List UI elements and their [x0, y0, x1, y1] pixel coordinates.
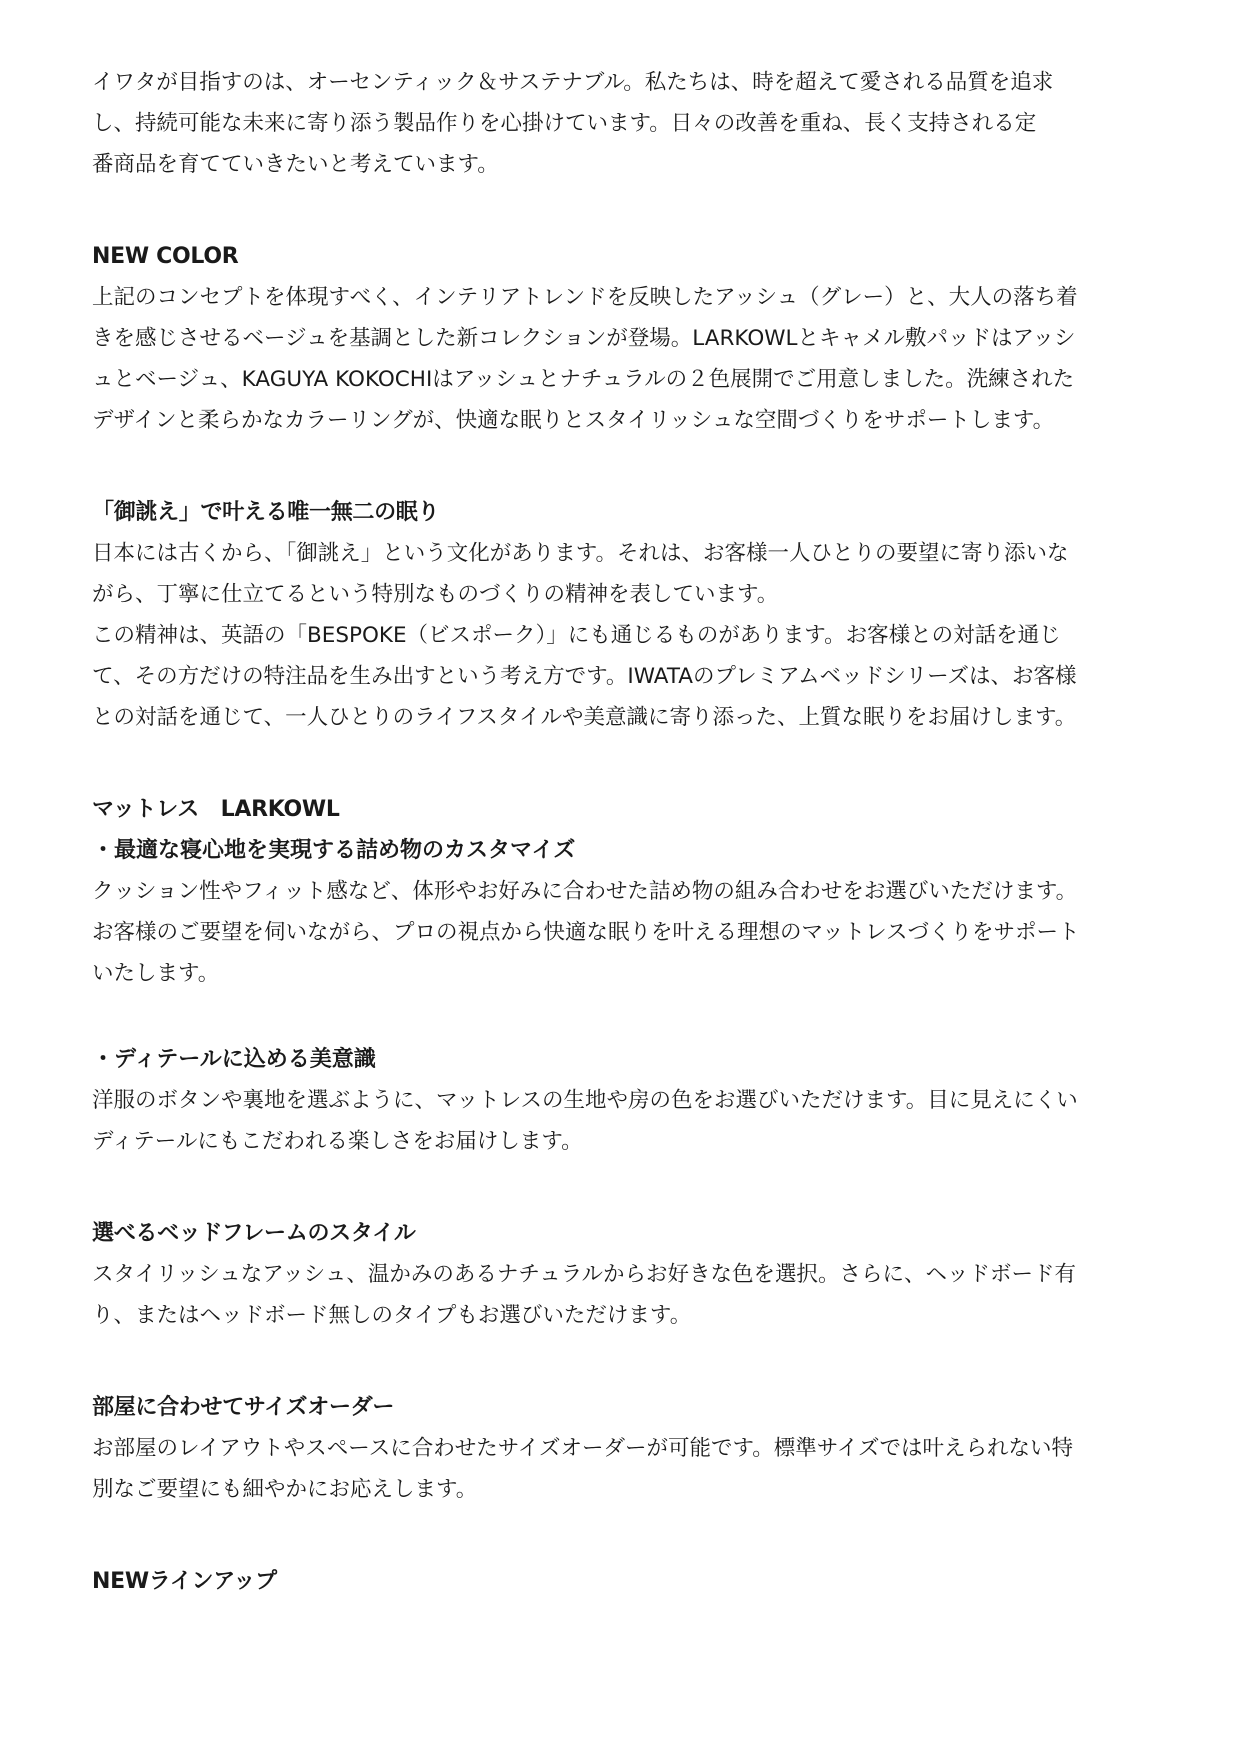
frame-paragraph: [92, 1254, 1172, 1336]
intro-paragraph: [92, 62, 1172, 185]
text-line: 洋服のボタンや裏地を選ぶように、マットレスの生地や房の色をお選びいただけます。目に見えにくい: [92, 1088, 1078, 1113]
text-line: との対話を通じて、一人ひとりのライフスタイルや美意識に寄り添った、上質な眠りをお届けします。: [92, 705, 1077, 730]
text-line: この精神は、英語の「BESPOKE（ビスポーク）」にも通じるものがあります。お客様との対話を通じ: [92, 623, 1061, 648]
text-line: ディテールにもこだわれる楽しさをお届けします。: [92, 1129, 583, 1154]
mattress-detail-paragraph: [92, 1080, 1172, 1162]
text-line: り、またはヘッドボード無しのタイプもお選びいただけます。: [92, 1303, 692, 1328]
text-line: 日本には古くから、「御誂え」という文化があります。それは、お客様一人ひとりの要望に寄り添いな: [92, 541, 1069, 566]
text-line: クッション性やフィット感など、体形やお好みに合わせた詰め物の組み合わせをお選びいただけます。: [92, 879, 1078, 904]
text-line: お客様のご要望を伺いながら、プロの視点から快適な眠りを叶える理想のマットレスづくりをサポート: [92, 920, 1080, 945]
size-order-paragraph: [92, 1428, 1172, 1510]
text-line: ュとベージュ、KAGUYA KOKOCHIはアッシュとナチュラルの２色展開でご用意しました。洗練された: [92, 367, 1075, 392]
text-line: イワタが目指すのは、オーセンティック＆サステナブル。私たちは、時を超えて愛される品質を追求: [92, 70, 1054, 95]
text-line: て、その方だけの特注品を生み出すという考え方です。IWATAのプレミアムベッドシリーズは、お客様: [92, 664, 1077, 689]
text-line: きを感じさせるベージュを基調とした新コレクションが登場。LARKOWLとキャメル敷パッドはアッシ: [92, 326, 1076, 351]
text-line: 別なご要望にも細やかにお応えします。: [92, 1477, 478, 1502]
bespoke-heading: 「御誂え」で叶える唯一無二の眠り: [92, 500, 440, 525]
size-order-heading: 部屋に合わせてサイズオーダー: [92, 1395, 395, 1420]
lineup-heading: NEWラインアップ: [92, 1569, 277, 1594]
mattress-heading: マットレス LARKOWL: [92, 797, 340, 822]
text-line: スタイリッシュなアッシュ、温かみのあるナチュラルからお好きな色を選択。さらに、ヘッドボード有: [92, 1262, 1077, 1287]
mattress-subheading-detail: ・ディテールに込める美意識: [92, 1047, 376, 1072]
text-line: お部屋のレイアウトやスペースに合わせたサイズオーダーが可能です。標準サイズでは叶えられない特: [92, 1436, 1074, 1461]
frame-heading: 選べるベッドフレームのスタイル: [92, 1221, 416, 1246]
text-line: がら、丁寧に仕立てるという特別なものづくりの精神を表しています。: [92, 582, 779, 607]
new-color-heading: NEW COLOR: [92, 244, 239, 269]
new-color-paragraph: [92, 277, 1172, 441]
mattress-filling-paragraph: [92, 871, 1172, 994]
text-line: 上記のコンセプトを体現すべく、インテリアトレンドを反映したアッシュ（グレー）と、大人の落ち着: [92, 285, 1078, 310]
mattress-subheading-filling: ・最適な寝心地を実現する詰め物のカスタマイズ: [92, 838, 576, 863]
text-line: し、持続可能な未来に寄り添う製品作りを心掛けています。日々の改善を重ね、長く支持される定: [92, 111, 1037, 136]
text-line: 番商品を育てていきたいと考えています。: [92, 152, 499, 177]
article-body: [92, 62, 1172, 1602]
text-line: デザインと柔らかなカラーリングが、快適な眠りとスタイリッシュな空間づくりをサポートします。: [92, 408, 1055, 433]
bespoke-paragraph: [92, 533, 1172, 738]
text-line: いたします。: [92, 961, 220, 986]
